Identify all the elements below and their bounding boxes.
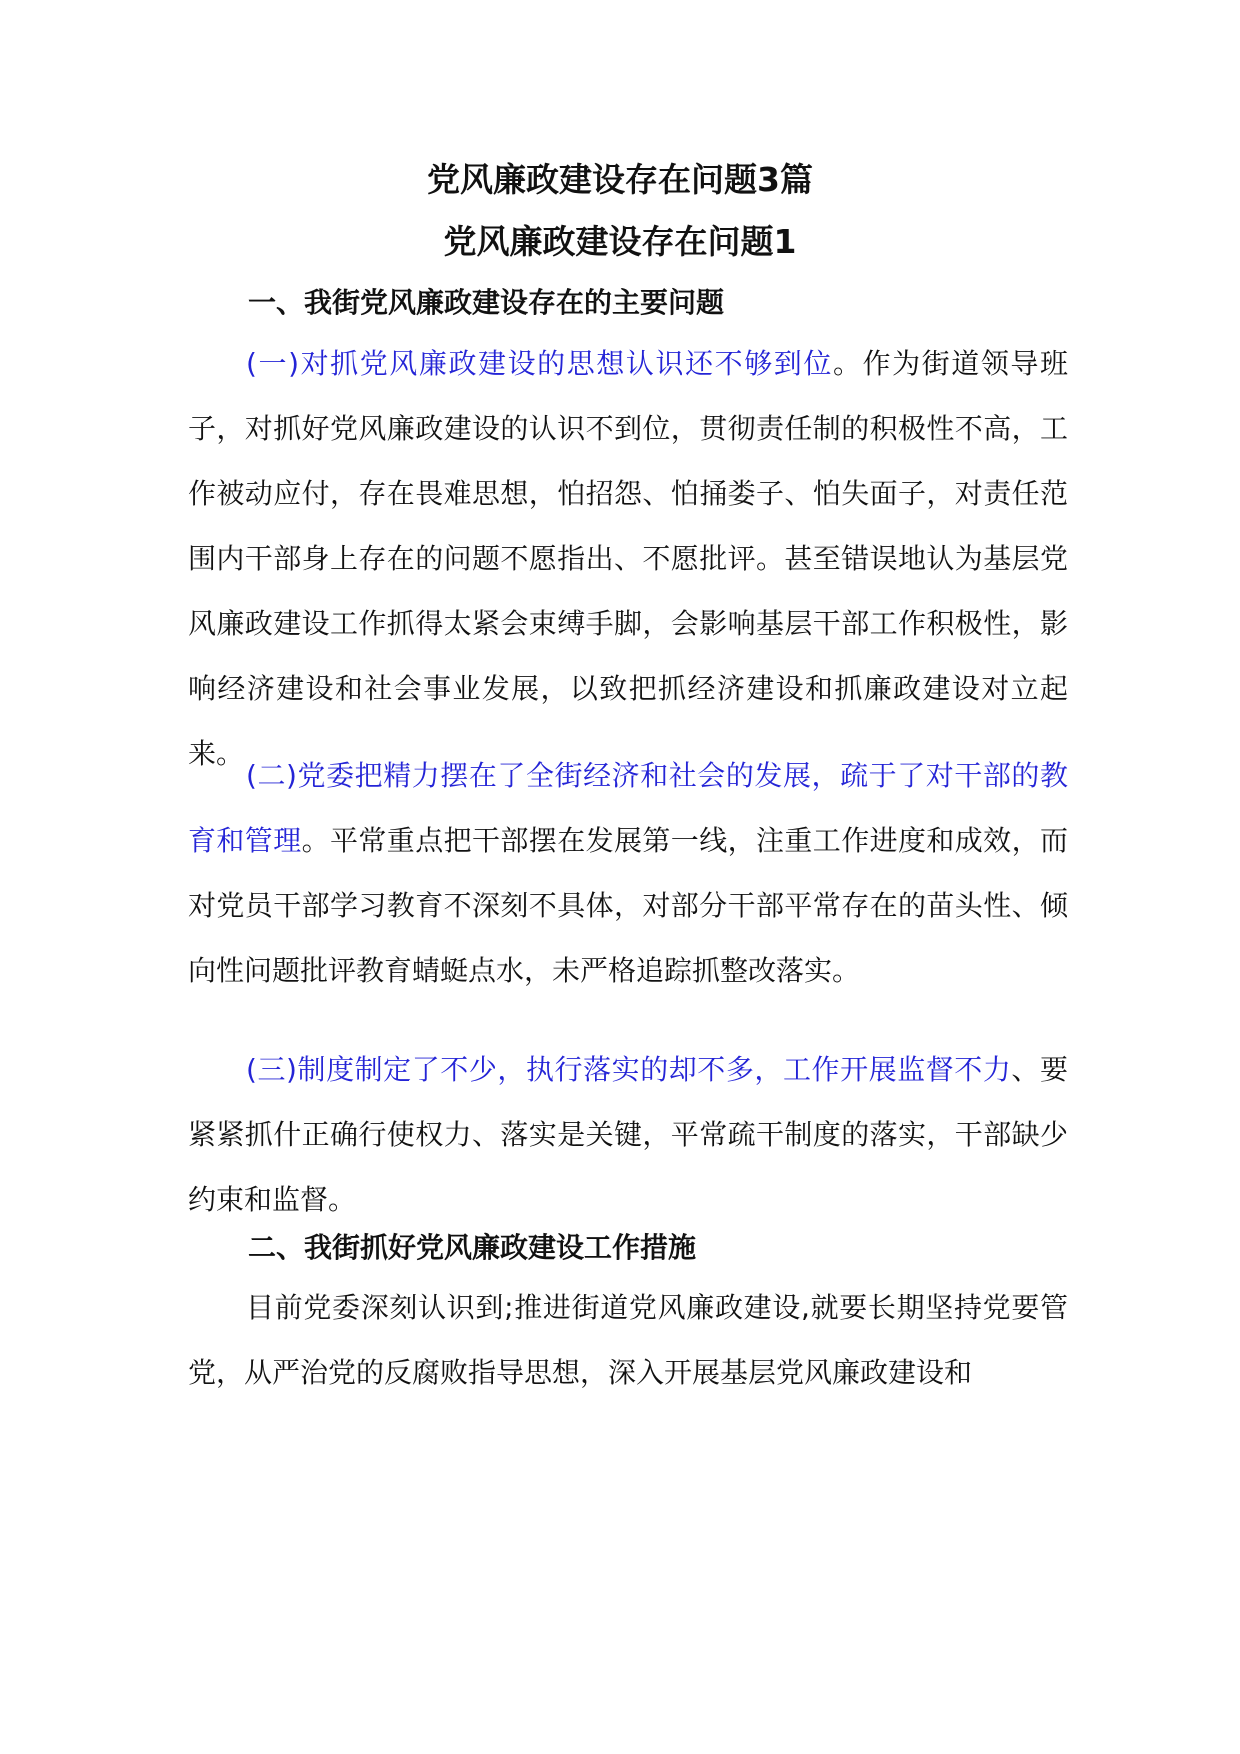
section-2-paragraph: 目前党委深刻认识到;推进街道党风廉政建设,就要长期坚持党要管党，从严治党的反腐败指导思想，深入开展基层党风廉政建设和 [188, 1291, 1068, 1389]
section-2-heading: 二、我街抓好党风廉政建设工作措施 [248, 1231, 697, 1264]
item-1-body: 。作为街道领导班子，对抓好党风廉政建设的认识不到位，贯彻责任制的积极性不高，工作被动应付，存在畏难思想，怕招怨、怕捅娄子、怕失面子，对责任范围内干部身上存在的问题不愿指出、不愿批评。甚至错误地认为基层党风廉政建设工作抓得太紧会束缚手脚，会影响基层干部工作积极性，影响经济建设和社会事业发展，以致把抓经济建设和抓廉政建设对立起来。 [188, 347, 1068, 770]
paragraph-item-2 [188, 743, 1068, 1003]
item-3-highlight: (三)制度制定了不少，执行落实的却不多，工作开展监督不力 [246, 1053, 1012, 1086]
section-1-heading: 一、我街党风廉政建设存在的主要问题 [248, 286, 725, 319]
document-title: 党风廉政建设存在问题3篇 [427, 160, 813, 199]
paragraph-item-3 [188, 1037, 1068, 1232]
paragraph-item-1 [188, 331, 1068, 786]
item-2-highlight: (二)党委把精力摆在了全街经济和社会的发展，疏于了对干部的教育和管理 [188, 759, 1068, 857]
item-2-body: 。平常重点把干部摆在发展第一线，注重工作进度和成效，而对党员干部学习教育不深刻不具体，对部分干部平常存在的苗头性、倾向性问题批评教育蜻蜓点水，未严格追踪抓整改落实。 [188, 824, 1068, 987]
document-subtitle: 党风廉政建设存在问题1 [443, 222, 797, 261]
item-1-highlight: (一)对抓党风廉政建设的思想认识还不够到位 [246, 347, 833, 380]
item-3-body: 、要紧紧抓什正确行使权力、落实是关键，平常疏干制度的落实，干部缺少约束和监督。 [188, 1053, 1068, 1216]
